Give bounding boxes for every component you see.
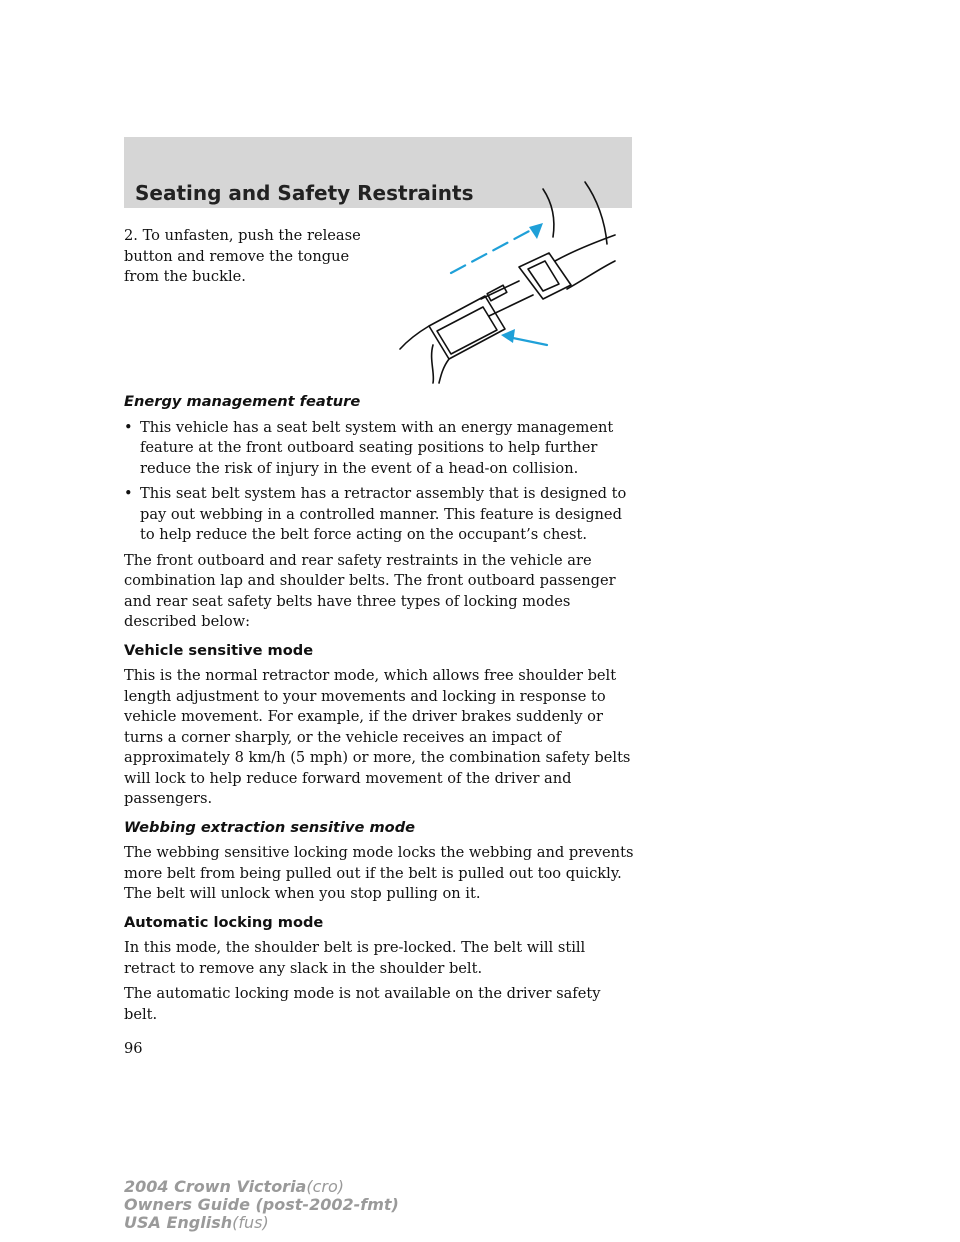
- vehicle-sensitive-paragraph: This is the normal retractor mode, which allows free shoulder belt length adjustment to your movements and locking in response to vehicle movement. For example, if the driver brakes suddenly or turns a corner sharply, or the vehicle receives an impact of approximately 8 km/h (5 mph) or more, the combination safety belts will lock to help reduce forward movement of the driver and passengers.: [124, 667, 631, 807]
- page-number: 96: [124, 1040, 143, 1057]
- footer-model-code: (cro): [306, 1177, 345, 1196]
- intro-text: 2. To unfasten, push the release button and remove the tongue from the buckle.: [124, 227, 361, 285]
- list-item-text: This seat belt system has a retractor assembly that is designed to pay out webbing in a controlled manner. This feature is designed to help reduce the belt force acting on the occupant’s chest.: [140, 485, 627, 543]
- footer-line-2: [124, 1196, 399, 1214]
- energy-paragraph: The front outboard and rear safety restraints in the vehicle are combination lap and shoulder belts. The front outboard passenger and rear seat safety belts have three types of locking modes described below:: [124, 551, 616, 630]
- footer-line-1: [124, 1178, 399, 1196]
- webbing-paragraph: The webbing sensitive locking mode locks the webbing and prevents more belt from being pulled out if the belt is pulled out too quickly. The belt will unlock when you stop pulling on it.: [124, 844, 634, 902]
- footer-line-3: [124, 1214, 399, 1232]
- footer-model: 2004 Crown Victoria: [124, 1177, 307, 1196]
- section-title: Seating and Safety Restraints: [135, 181, 474, 205]
- heading-energy-management: Energy management feature: [124, 393, 361, 410]
- footer-guide: Owners Guide (post-2002-fmt): [124, 1195, 399, 1214]
- document-footer: [124, 1178, 399, 1232]
- heading-vehicle-sensitive-mode: Vehicle sensitive mode: [124, 641, 314, 659]
- bullet-glyph: •: [124, 418, 133, 436]
- list-item: [124, 418, 636, 480]
- list-item-text: This vehicle has a seat belt system with an energy management feature at the front outboard seating positions to help further reduce the risk of injury in the event of a head-on collision.: [140, 418, 614, 477]
- heading-automatic-locking-mode: Automatic locking mode: [124, 913, 324, 931]
- bullet-glyph: •: [124, 485, 133, 502]
- heading-webbing-extraction-mode: Webbing extraction sensitive mode: [124, 818, 416, 836]
- energy-bullet-list: [124, 418, 636, 546]
- automatic-paragraph-2: The automatic locking mode is not available on the driver safety belt.: [124, 985, 601, 1023]
- footer-language-code: (fus): [232, 1213, 269, 1232]
- automatic-paragraph-1: In this mode, the shoulder belt is pre-locked. The belt will still retract to remove any slack in the shoulder belt.: [124, 939, 586, 977]
- footer-language: USA English: [124, 1213, 233, 1232]
- page-content: [124, 226, 636, 1065]
- list-item: [124, 484, 636, 546]
- seat-belt-buckle-illustration: [393, 169, 639, 385]
